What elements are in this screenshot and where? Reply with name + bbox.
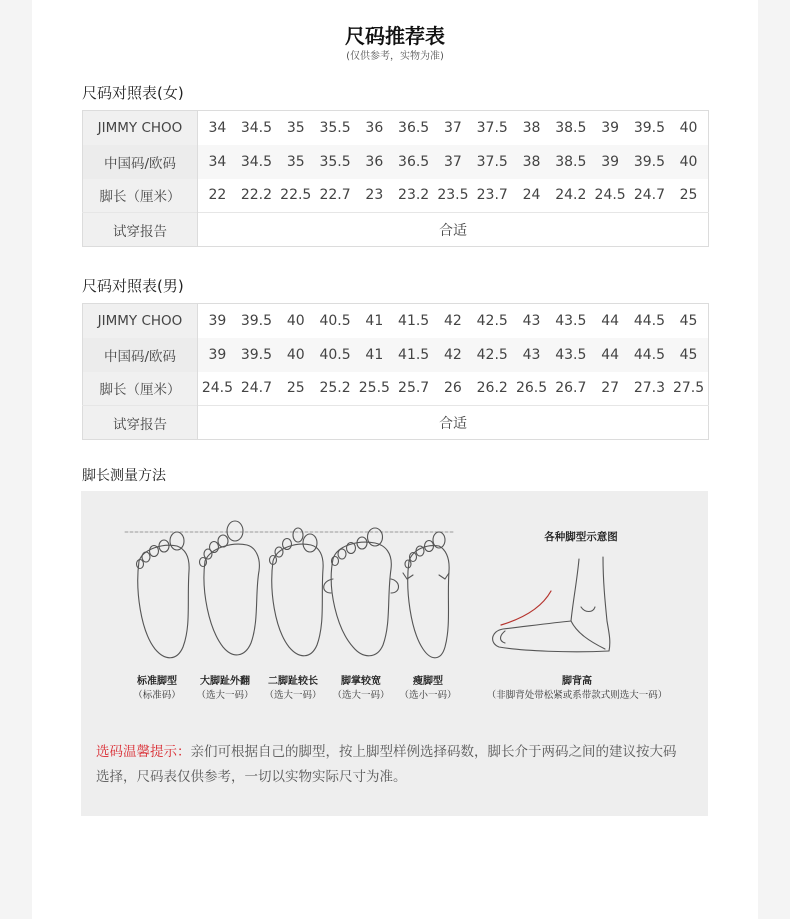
size-cell: 37 [444, 119, 462, 136]
size-cell: 25.7 [398, 380, 430, 397]
foot-type-note-3: （选大一码） [264, 690, 322, 701]
size-cell: 39.5 [633, 119, 665, 136]
foot-type-label-5: 瘦脚型 [413, 676, 443, 687]
foot-types-diagram-title: 各种脚型示意图 [544, 531, 618, 543]
size-cell: 22 [208, 187, 227, 204]
size-cell: 37.5 [473, 145, 512, 179]
instep-label: 脚背高 [562, 676, 592, 687]
thin-foot-icon [403, 532, 449, 658]
women-table-title: 尺码对照表(女) [82, 84, 184, 102]
size-cell: 36 [355, 145, 394, 179]
size-cell: 38 [522, 119, 541, 136]
size-cell: 26.5 [515, 380, 548, 397]
size-cell: 27.5 [672, 380, 705, 397]
size-row [83, 145, 709, 179]
size-cell: 41.5 [394, 338, 433, 372]
size-cell: 36 [365, 119, 384, 136]
fit-report-row [83, 213, 709, 247]
size-cell: 39 [198, 338, 237, 372]
size-cell: 24.2 [555, 187, 587, 204]
men-table-title: 尺码对照表(男) [82, 277, 184, 295]
size-cell: 43 [512, 338, 551, 372]
size-cell: 37.5 [476, 119, 508, 136]
size-cell: 39.5 [240, 312, 273, 329]
size-cell: 35 [286, 119, 305, 136]
size-cell: 23.2 [398, 187, 430, 204]
size-cell: 39 [208, 312, 227, 329]
standard-foot-icon [137, 532, 190, 658]
size-row [83, 179, 709, 213]
fit-report-value: 合适 [198, 213, 709, 247]
long-second-toe-foot-icon [270, 528, 324, 656]
size-cell: 41 [355, 338, 394, 372]
foot-type-note-5: （选小一码） [399, 690, 457, 701]
size-cell: 40.5 [319, 312, 351, 329]
size-cell: 39 [601, 119, 620, 136]
foot-type-label-1: 标准脚型 [137, 676, 177, 687]
size-cell: 40 [276, 338, 315, 372]
women-size-table [82, 110, 709, 247]
size-cell: 44.5 [630, 338, 669, 372]
size-cell: 24.5 [201, 380, 233, 397]
page-title: 尺码推荐表 [345, 24, 445, 48]
size-cell: 26 [444, 380, 462, 397]
size-cell: 40.5 [315, 338, 354, 372]
instep-note: （非脚背处带松紧或系带款式则选大一码） [486, 690, 668, 701]
size-cell: 43 [522, 312, 541, 329]
bunion-foot-icon [200, 521, 260, 655]
size-cell: 25 [286, 380, 305, 397]
foot-type-note-4: （选大一码） [332, 690, 390, 701]
foot-type-label-3: 二脚趾较长 [268, 676, 318, 687]
size-cell: 22.2 [240, 187, 273, 204]
size-cell: 23.5 [437, 187, 469, 204]
row-header: JIMMY CHOO [83, 111, 198, 145]
size-cell: 40 [286, 312, 305, 329]
fit-report-value: 合适 [198, 406, 709, 440]
size-cell: 37 [433, 145, 472, 179]
row-header: 中国码/欧码 [83, 338, 198, 372]
size-cell: 40 [679, 119, 698, 136]
size-cell: 25.2 [319, 380, 351, 397]
fit-report-row [83, 406, 709, 440]
size-cell: 34.5 [240, 119, 273, 136]
size-cell: 24.5 [594, 187, 626, 204]
size-cell: 42 [433, 338, 472, 372]
size-cell: 42 [444, 312, 462, 329]
size-row [83, 338, 709, 372]
size-cell: 24.7 [633, 187, 665, 204]
size-tip [96, 740, 686, 790]
size-cell: 39 [590, 145, 629, 179]
size-cell: 38 [512, 145, 551, 179]
wide-foot-icon [324, 528, 399, 656]
size-cell: 36.5 [398, 119, 430, 136]
size-cell: 34 [208, 119, 227, 136]
size-row [83, 304, 709, 338]
size-cell: 23.7 [476, 187, 508, 204]
size-cell: 44.5 [633, 312, 665, 329]
size-cell: 36.5 [394, 145, 433, 179]
foot-type-note-2: （选大一码） [196, 690, 254, 701]
size-cell: 34.5 [237, 145, 276, 179]
size-cell: 24 [522, 187, 541, 204]
size-cell: 35 [276, 145, 315, 179]
size-cell: 25 [679, 187, 698, 204]
size-cell: 27 [601, 380, 620, 397]
size-cell: 41 [365, 312, 384, 329]
size-cell: 42.5 [476, 312, 508, 329]
size-cell: 38.5 [551, 145, 590, 179]
size-cell: 26.7 [555, 380, 587, 397]
foot-type-note-1: （标准码） [133, 690, 181, 701]
page-subtitle: (仅供参考，实物为准) [346, 51, 444, 62]
foot-type-label-2: 大脚趾外翻 [200, 676, 250, 687]
size-cell: 35.5 [315, 145, 354, 179]
size-cell: 26.2 [476, 380, 508, 397]
size-cell: 45 [669, 338, 708, 372]
size-row [83, 111, 709, 145]
size-cell: 38.5 [555, 119, 587, 136]
size-cell: 39.5 [237, 338, 276, 372]
size-cell: 39.5 [630, 145, 669, 179]
tip-label: 选码温馨提示： [96, 744, 191, 760]
men-size-table [82, 303, 709, 440]
size-cell: 42.5 [473, 338, 512, 372]
size-cell: 45 [679, 312, 698, 329]
size-cell: 44 [601, 312, 620, 329]
size-cell: 27.3 [633, 380, 665, 397]
foot-type-label-4: 脚掌较宽 [341, 676, 381, 687]
size-cell: 35.5 [319, 119, 351, 136]
size-cell: 22.7 [319, 187, 351, 204]
size-cell: 44 [590, 338, 629, 372]
row-header: 脚长（厘米） [83, 372, 198, 406]
size-cell: 23 [365, 187, 384, 204]
tip-text: 亲们可根据自己的脚型，按上脚型样例选择码数，脚长介于两码之间的建议按大码选择，尺码表仅供参考，一切以实物实际尺寸为准。 [96, 744, 677, 785]
size-cell: 41.5 [398, 312, 430, 329]
row-header: 脚长（厘米） [83, 179, 198, 213]
fit-report-label: 试穿报告 [83, 213, 198, 247]
size-cell: 22.5 [280, 187, 312, 204]
size-row [83, 372, 709, 406]
measure-title: 脚长测量方法 [82, 468, 166, 484]
row-header: 中国码/欧码 [83, 145, 198, 179]
size-cell: 25.5 [358, 380, 390, 397]
fit-report-label: 试穿报告 [83, 406, 198, 440]
row-header: JIMMY CHOO [83, 304, 198, 338]
size-cell: 40 [669, 145, 708, 179]
instep-side-foot-icon [493, 557, 610, 652]
size-cell: 24.7 [240, 380, 273, 397]
size-cell: 34 [198, 145, 237, 179]
size-cell: 43.5 [551, 338, 590, 372]
size-cell: 43.5 [555, 312, 587, 329]
